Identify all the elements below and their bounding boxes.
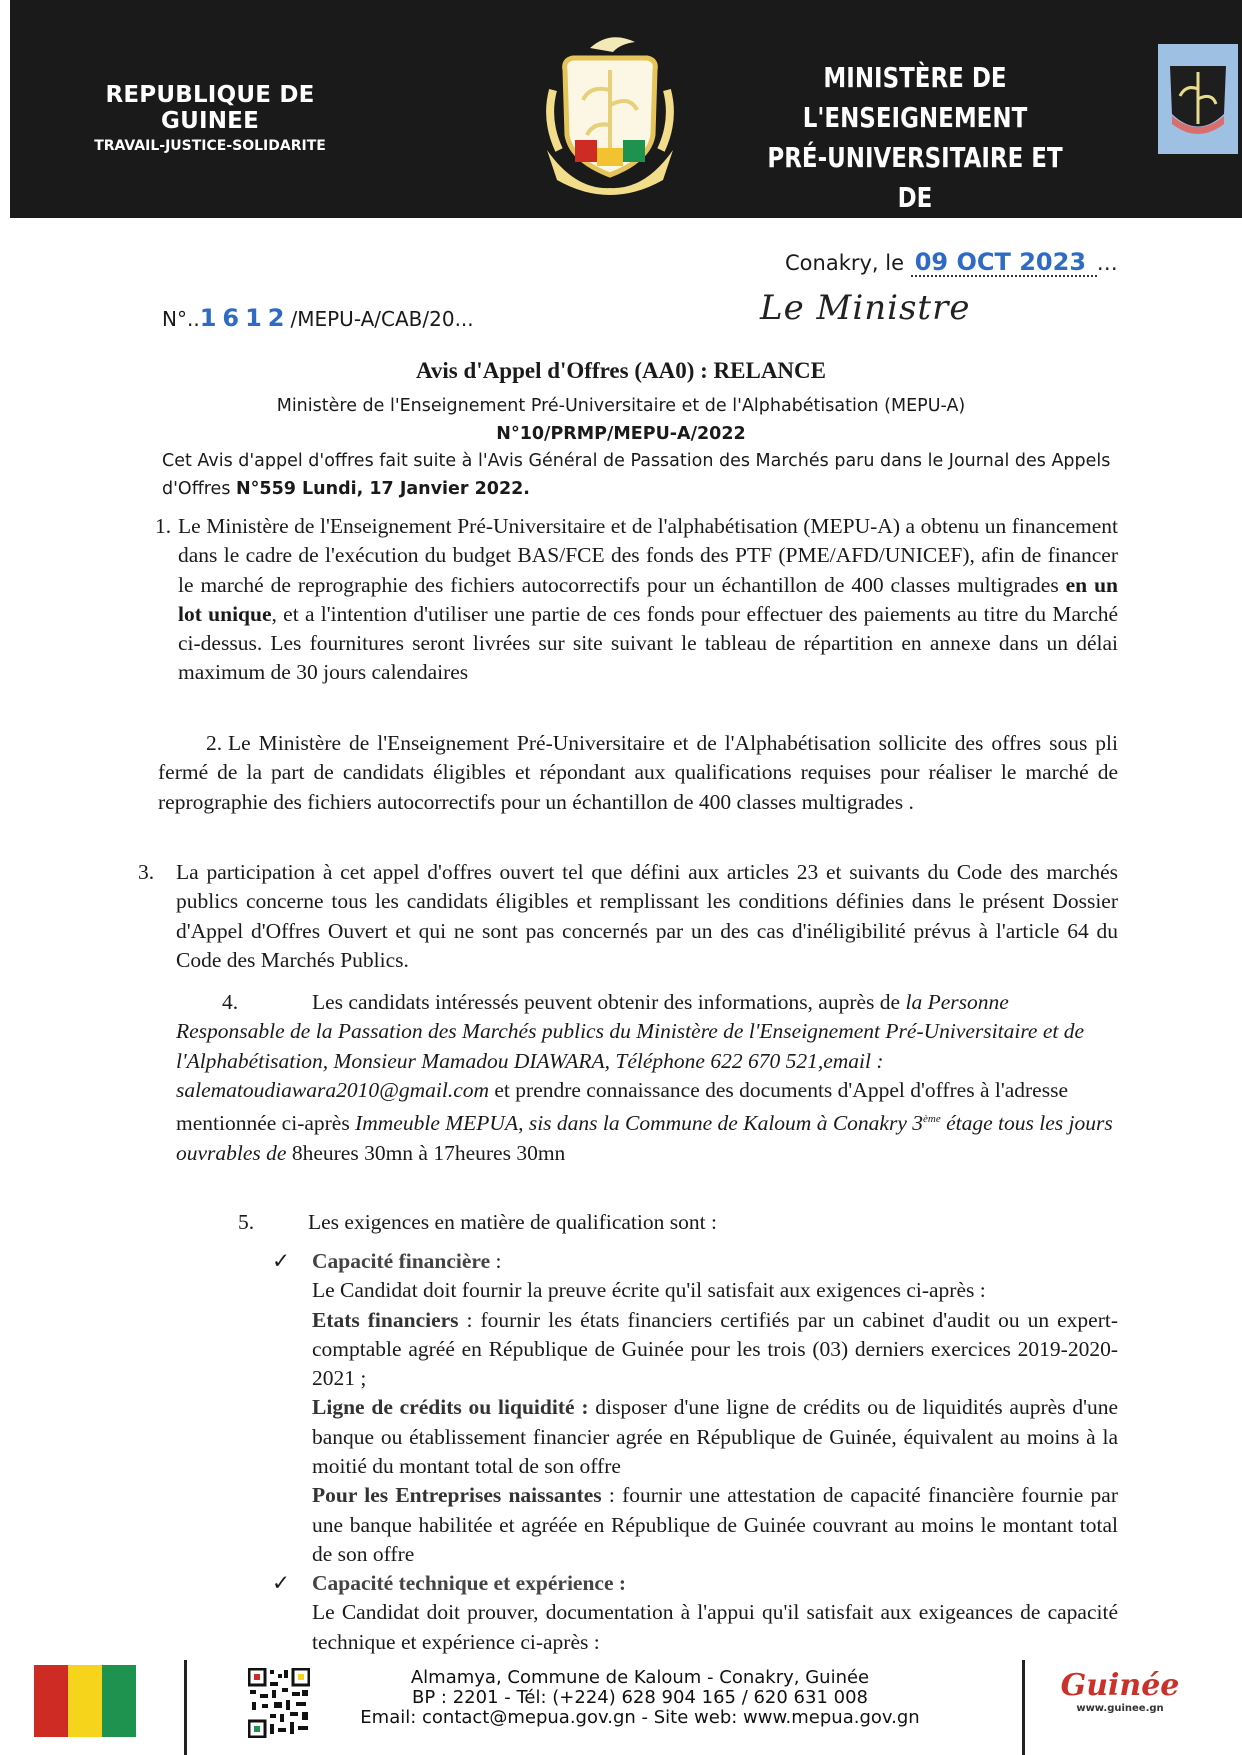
date-stamp: 09 OCT 2023 [914,248,1087,276]
technical-intro: Le Candidat doit prouver, documentation à l'appui qu'il satisfait aux exigeances de capacité technique et expérience ci-après : [312,1600,1118,1654]
paragraph-number: 2. [206,731,223,755]
credit-line-label: Ligne de crédits ou liquidité : [312,1395,589,1420]
hologram-seal-icon [1158,44,1238,154]
notice-ministry: Ministère de l'Enseignement Pré-Universitaire et de l'Alphabétisation (MEPU-A) [276,396,966,416]
contact-line: Email: contact@mepua.gov.gn - Site web: www.mepua.gov.gn [360,1707,920,1728]
guinea-flag-icon [34,1665,136,1737]
credit-line-text: disposer d'une ligne de crédits ou de liquidités auprès d'une banque ou établissement financier agrée en République de Guinée, équivalent au moins à la moitié du montant total de son offre [312,1395,1118,1479]
flag-stripe-red [34,1665,68,1737]
republic-motto: TRAVAIL-JUSTICE-SOLIDARITE [94,138,326,154]
date-line: Conakry, le 09 OCT 2023 … [785,248,1118,276]
p1-bold: en un lot unique [178,572,1118,626]
p4-text: Les candidats intéressés peuvent obtenir des informations, auprès de [312,990,906,1014]
letterhead-banner [10,0,1242,254]
financial-intro: Le Candidat doit fournir la preuve écrite qu'il satisfait aux exigences ci-après : [312,1278,986,1303]
ministry-line: MINISTÈRE DE L'ENSEIGNEMENT [802,61,1028,134]
ministry-line: PRÉ-UNIVERSITAIRE ET DE [767,141,1063,214]
guinee-brand-logo[interactable] [1050,1668,1190,1714]
colon: : [490,1249,502,1273]
financial-statements-label: Etats financiers [312,1307,459,1332]
ref-stamp: 1612 [199,304,291,332]
republic-name: REPUBLIQUE DE GUINEE [105,82,315,134]
brand-url[interactable]: www.guinee.gn [1076,1703,1164,1714]
footer-address [340,1668,940,1728]
p4-text: et prendre connaissance des documents d'Appel d'offres à l'adresse mentionnée ci-après [176,1077,1068,1136]
place-label: Conakry, le [785,251,905,275]
ref-prefix: N° [162,307,187,331]
paragraph-3: La participation à cet appel d'offres ouvert tel que défini aux articles 23 et suivants du Code des marchés publics concerne tous les candidats éligibles et remplissant les conditions définies dans le présent Dossier d'Appel d'Offres Ouvert et qui ne sont pas concernés par un des cas d'inéligibilité prévus à l'article 64 du Code des Marchés Publics. [176,860,1118,972]
footer-divider [184,1660,187,1755]
coat-of-arms-icon [545,30,675,200]
footer-divider [1022,1660,1025,1755]
p1-text: Le Ministère de l'Enseignement Pré-Universitaire et de l'alphabétisation (MEPU-A) a obtenu un financement dans le cadre de l'exécution du budget BAS/FCE des fonds des PTF (PME/AFD/UNICEF), afin de financer le marché de reprographie des fichiers autocorrectifs pour un échantillon de 400 classes multigrades [178,514,1118,597]
republic-block [80,82,340,154]
paragraph-2: Le Ministère de l'Enseignement Pré-Universitaire et de l'Alphabétisation sollicite des offres sous pli fermé de la part de candidats éligibles et répondant aux qualifications requises pour réaliser le marché de reprographie des fichiers autocorrectifs pour un échantillon de 400 classes multigrades . [158,731,1118,814]
flag-stripe-green [102,1665,136,1737]
technical-capacity-title: Capacité technique et expérience : [312,1571,627,1595]
ministry-name [751,58,1079,258]
notice-reference: N°10/PRMP/MEPU-A/2022 [496,424,746,444]
checkmark-icon: ✓ [272,1249,291,1273]
new-companies-text: : fournir une attestation de capacité financière fournie par une banque habilitée et agréée en République de Guinée couvrant au moins le montant total de son offre [312,1483,1118,1566]
paragraph-number: 3. [138,860,155,884]
ministry-line: L'ALPHABÉTISATION [784,221,1046,254]
p4-sup: ème [923,1113,941,1126]
intro-text: Cet Avis d'appel d'offres fait suite à l'Avis Général de Passation des Marchés paru dans le Journal des Appels d'Offres [162,451,1111,499]
technical-capacity-section [312,1569,1118,1657]
financial-statements-text: : fournir les états financiers certifiés par un cabinet d'audit ou un expert-comptable agréé en République de Guinée pour les trois (03) derniers exercices 2019-2020- 2021 ; [312,1307,1118,1391]
financial-capacity-title: Capacité financière [312,1249,491,1273]
financial-capacity-section [312,1247,1118,1569]
reference-number: N°..1612/MEPU-A/CAB/20... [162,304,474,332]
p4-address: Immeuble MEPUA, sis dans la Commune de Kaloum à Conakry 3 [355,1111,923,1136]
signatory-title: Le Ministre [760,288,971,328]
p1-text: , et a l'intention d'utiliser une partie de ces fonds pour effectuer des paiements au titre du Marché ci-dessus. Les fournitures seront livrées sur site suivant le tableau de répartition en annexe dans un délai maximum de 30 jours calendaires [178,601,1118,685]
checkmark-icon: ✓ [272,1571,291,1595]
paragraph-number: 4. [222,990,239,1014]
notice-title: Avis d'Appel d'Offres (AA0) : RELANCE [416,358,826,383]
p4-address: étage tous les jours ouvrables de [176,1111,1113,1165]
new-companies-label: Pour les Entreprises naissantes [312,1483,602,1508]
phone-line: BP : 2201 - Tél: (+224) 628 904 165 / 620 631 008 [412,1687,868,1708]
paragraph-4 [176,988,1118,1168]
p4-contact: la Personne Responsable de la Passation des Marchés publics du Ministère de l'Enseignement Pré-Universitaire et de l'Alphabétisation, Monsieur Mamadou DIAWARA, Téléphone 622 670 521,email : salematoudiawara2010@gmail.com [176,990,1085,1102]
paragraph-1 [178,512,1118,688]
qr-code-icon[interactable] [248,1668,310,1738]
notice-intro [162,447,1112,503]
flag-stripe-yellow [68,1665,102,1737]
paragraph-number: 5. [238,1210,255,1234]
intro-journal-ref: N°559 Lundi, 17 Janvier 2022. [236,479,530,499]
paragraph-5: Les exigences en matière de qualification sont : [308,1210,717,1234]
p4-hours: 8heures 30mn à 17heures 30mn [286,1140,566,1165]
brand-word: Guinée [1060,1668,1180,1703]
paragraph-number: 1. [155,514,172,538]
address-line: Almamya, Commune de Kaloum - Conakry, Guinée [410,1667,870,1688]
ref-suffix: /MEPU-A/CAB/20... [290,307,474,331]
